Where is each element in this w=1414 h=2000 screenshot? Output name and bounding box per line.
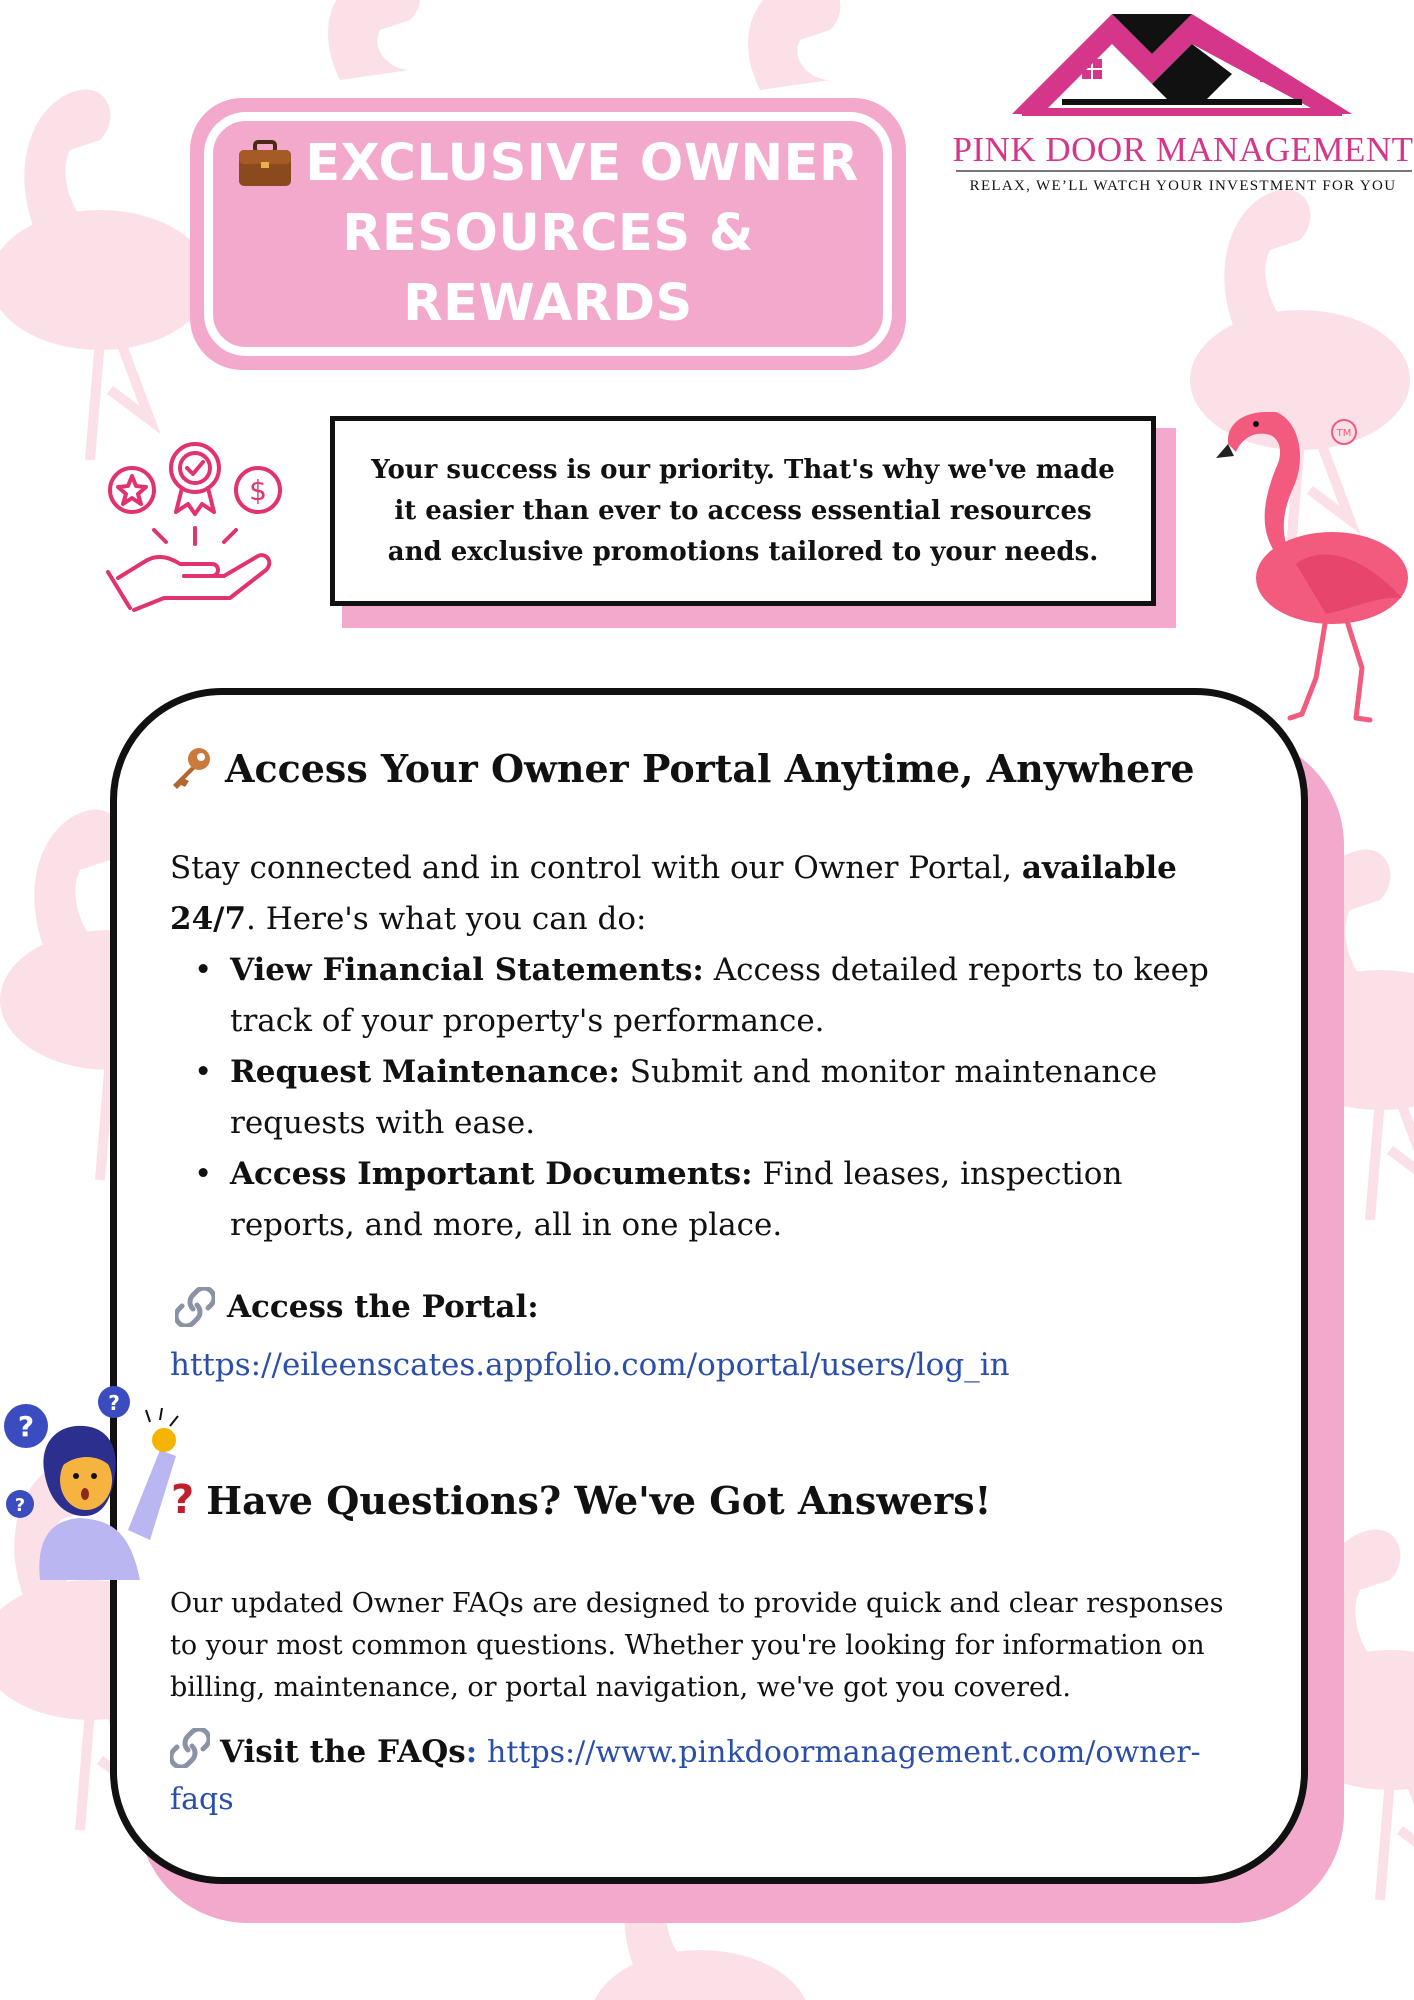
- faq-heading: [171, 1477, 991, 1523]
- banner-frame: [204, 112, 892, 356]
- link-icon: [175, 1287, 215, 1327]
- feature-description: Access detailed reports to keep track of your property's performance.: [230, 952, 1209, 1039]
- question-mark-icon: ?: [171, 1477, 195, 1523]
- intro-text: Your success is our priority. That's why we've made it easier than ever to access essential resources and exclusive promotions tailored to your needs.: [371, 454, 1115, 567]
- portal-feature-list: [170, 945, 1210, 1251]
- feature-description: Submit and monitor maintenance requests with ease.: [230, 1054, 1158, 1141]
- faq-link-colon: :: [465, 1734, 478, 1770]
- logo-divider: [956, 170, 1412, 172]
- header-banner: [190, 98, 906, 370]
- feature-name: View Financial Statements:: [230, 952, 704, 988]
- portal-intro-emphasis: available 24/7: [170, 850, 1177, 937]
- svg-text:?: ?: [17, 1410, 35, 1443]
- faq-link-row: [170, 1728, 1230, 1823]
- info-card: [110, 688, 1308, 1884]
- briefcase-icon: [237, 140, 293, 188]
- portal-link-label: [175, 1287, 539, 1327]
- portal-heading: [167, 745, 1195, 791]
- faq-text: Our updated Owner FAQs are designed to provide quick and clear responses to your most common questions. Whether you're looking for information on billing, maintenance, or portal navigation, we've got you covered.: [170, 1588, 1224, 1703]
- feature-name: Request Maintenance:: [230, 1054, 620, 1090]
- banner-line-1: [237, 129, 859, 199]
- flamingo-illustration: [1206, 378, 1414, 726]
- portal-link[interactable]: https://eileenscates.appfolio.com/oportal/users/log_in: [170, 1347, 1010, 1383]
- svg-text:?: ?: [14, 1495, 26, 1516]
- background-flamingo-icon: [0, 60, 220, 480]
- svg-text:?: ?: [108, 1391, 120, 1415]
- company-logo: [952, 0, 1414, 200]
- portal-intro-text: Stay connected and in control with our Owner Portal,: [170, 850, 1022, 886]
- key-icon: [167, 745, 213, 791]
- confused-person-illustration: [0, 1380, 180, 1580]
- feature-name: Access Important Documents:: [230, 1156, 753, 1192]
- link-icon: [170, 1728, 210, 1768]
- faq-link-title: Visit the FAQs: [220, 1734, 466, 1770]
- logo-company-name: PINK DOOR MANAGEMENT: [952, 130, 1414, 169]
- portal-intro-tail: . Here's what you can do:: [246, 901, 647, 937]
- intro-callout: [330, 416, 1156, 606]
- list-item: [170, 1047, 1210, 1149]
- list-item: [170, 945, 1210, 1047]
- faq-link[interactable]: https://www.pinkdoormanagement.com/owner-faqs: [170, 1735, 1201, 1817]
- rewards-hand-icon: [104, 432, 286, 612]
- feature-description: Find leases, inspection reports, and more, all in one place.: [230, 1156, 1123, 1243]
- banner-title-line-2: RESOURCES & REWARDS: [342, 204, 754, 333]
- logo-tagline: RELAX, WE’LL WATCH YOUR INVESTMENT FOR YOU: [969, 178, 1397, 194]
- svg-text:$: $: [249, 474, 267, 507]
- house-roof-logo-icon: [1002, 4, 1362, 124]
- portal-title: Access Your Owner Portal Anytime, Anywhere: [225, 745, 1195, 791]
- banner-title-line-1: EXCLUSIVE OWNER: [305, 134, 859, 193]
- faq-title: Have Questions? We've Got Answers!: [206, 1477, 992, 1523]
- portal-intro: [170, 843, 1230, 945]
- trademark-text: TM: [1336, 428, 1352, 439]
- list-item: [170, 1149, 1210, 1251]
- portal-link-title: Access the Portal:: [227, 1289, 539, 1325]
